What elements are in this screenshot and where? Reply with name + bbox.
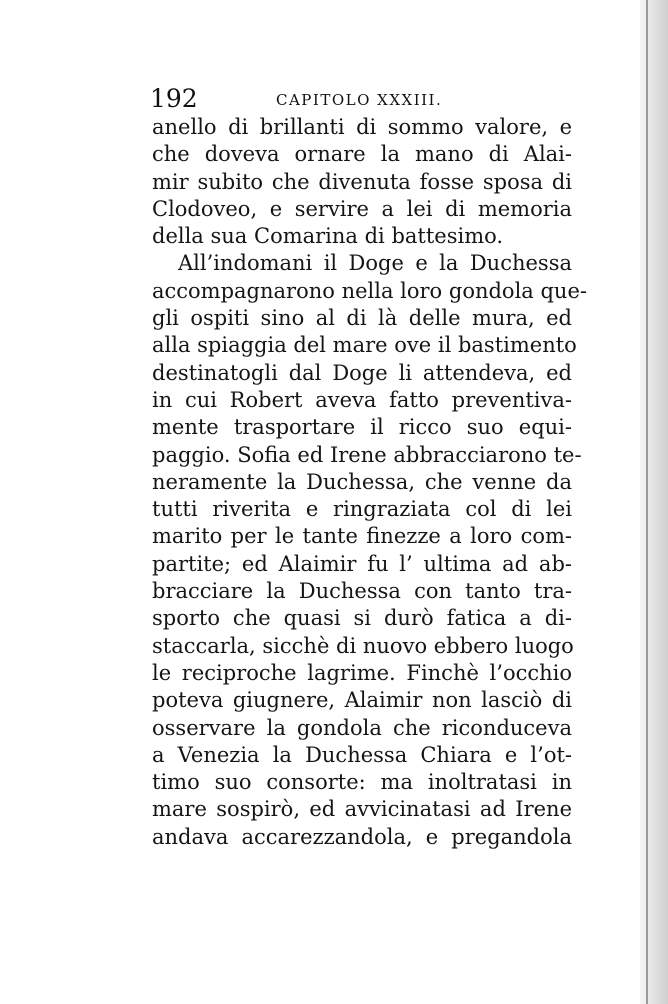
text-line: osservare la gondola che riconduceva: [152, 715, 572, 740]
text-line: mir subito che divenuta fosse sposa di: [152, 169, 572, 194]
page-edge-line: [646, 0, 648, 1004]
text-line: staccarla, sicchè di nuovo ebbero luogo: [152, 633, 574, 658]
text-line: mente trasportare il ricco suo equi-: [152, 415, 572, 440]
text-line: anello di brillanti di sommo valore, e: [152, 115, 572, 139]
text-line: mare sospirò, ed avvicinatasi ad Irene: [152, 797, 572, 822]
page-edge-shadow: [640, 0, 668, 1004]
text-line: neramente la Duchessa, che venne da: [152, 469, 572, 494]
text-line: destinatogli dal Doge li attendeva, ed: [152, 360, 572, 385]
text-line: a Venezia la Duchessa Chiara e l’ot-: [152, 742, 572, 767]
page-number: 192: [150, 84, 198, 113]
text-line: alla spiaggia del mare ove il bastimento: [152, 333, 577, 358]
text-line: poteva giugnere, Alaimir non lasciò di: [152, 688, 572, 713]
text-line: bracciare la Duchessa con tanto tra-: [152, 579, 572, 604]
text-line: della sua Comarina di battesimo.: [152, 224, 504, 249]
text-line: accompagnarono nella loro gondola que-: [152, 278, 587, 303]
text-line: che doveva ornare la mano di Alai-: [152, 142, 572, 167]
running-head: [150, 86, 570, 112]
text-line: andava accarezzandola, e pregandola: [152, 824, 572, 849]
text-line: marito per le tante finezze a loro com-: [152, 524, 572, 549]
text-line: sporto che quasi si durò fatica a di-: [152, 606, 572, 631]
text-line: tutti riverita e ringraziata col di lei: [152, 497, 572, 522]
text-line: timo suo consorte: ma inoltratasi in: [152, 770, 572, 795]
text-line: gli ospiti sino al di là delle mura, ed: [152, 306, 572, 331]
text-line: in cui Robert aveva fatto preventiva-: [152, 387, 572, 412]
chapter-title: CAPITOLO XXXIII.: [276, 91, 443, 109]
text-line: le reciproche lagrime. Finchè l’occhio: [152, 660, 572, 685]
text-line: paggio. Sofia ed Irene abbracciarono te-: [152, 442, 582, 467]
text-line: Clodoveo, e servire a lei di memoria: [152, 196, 572, 221]
text-line: partite; ed Alaimir fu l’ ultima ad ab-: [152, 551, 572, 576]
body-text: [152, 114, 587, 851]
text-line: All’indomani il Doge e la Duchessa: [178, 251, 572, 276]
